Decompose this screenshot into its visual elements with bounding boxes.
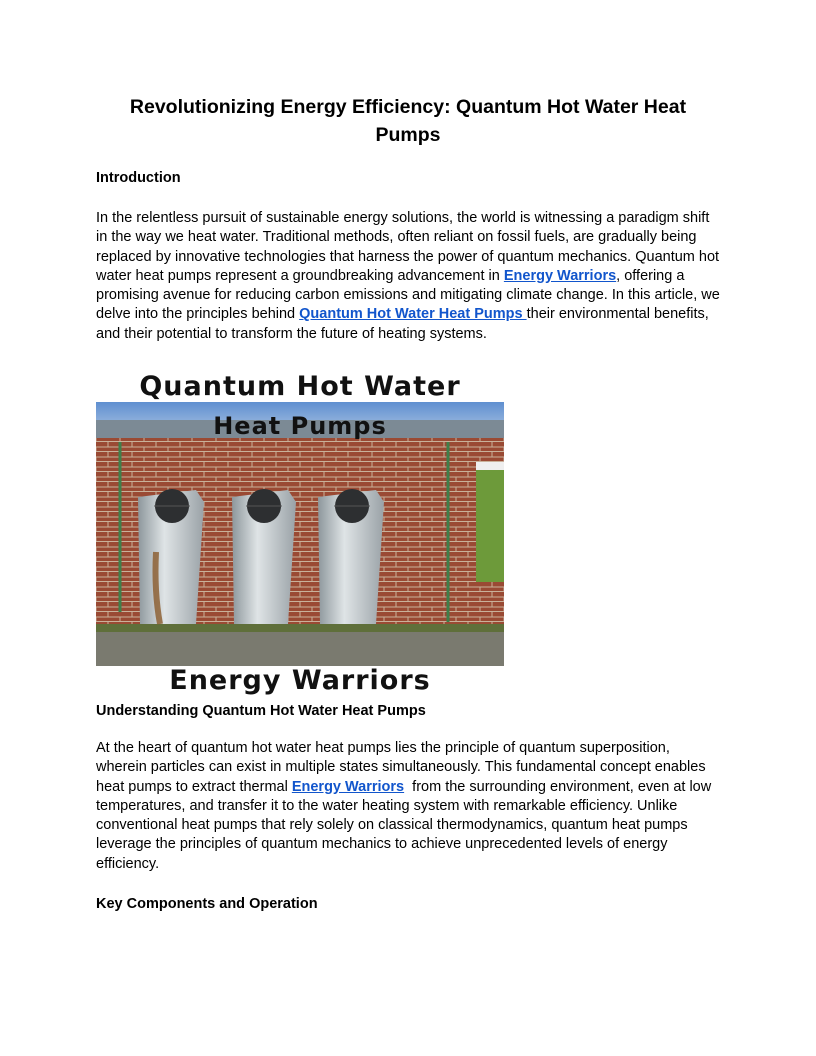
heat-pumps-image (96, 372, 504, 696)
understanding-text-2: from the surrounding environment, even at low temperatures, and transfer it to the water heating system with remarkable efficiency. Unlike conventional heat pumps that rely solely on classical thermodynamics, quantum heat pumps leverage the principles of quantum mechanics to achieve unprecedented levels of energy efficiency. (96, 778, 716, 872)
quantum-heat-pumps-link[interactable]: Quantum Hot Water Heat Pumps (299, 306, 527, 323)
heat-pumps-photo (96, 402, 504, 666)
intro-heading: Introduction (96, 170, 181, 186)
intro-text-2: , offering a promising avenue for reducing carbon emissions and mitigating climate change. In this article, we delve into the principles behind (96, 267, 720, 323)
image-caption-bottom: Energy Warriors (169, 665, 431, 696)
image-caption-top-2: Heat Pumps (213, 412, 387, 440)
heat-pump-unit-2 (232, 489, 296, 624)
image-caption-top-1: Quantum Hot Water (139, 372, 461, 402)
intro-paragraph (96, 209, 722, 344)
understanding-heading: Understanding Quantum Hot Water Heat Pumps (96, 703, 426, 719)
understanding-text-1: At the heart of quantum hot water heat pumps lies the principle of quantum superposition, wherein particles can exist in multiple states simultaneously. This fundamental concept enables heat pumps to extract thermal (96, 740, 706, 795)
heat-pump-unit-1 (138, 489, 204, 624)
energy-warriors-link-1[interactable]: Energy Warriors (503, 267, 617, 284)
heat-pump-unit-3 (318, 489, 384, 624)
energy-warriors-link-2[interactable]: Energy Warriors (291, 778, 405, 795)
page-title: Revolutionizing Energy Efficiency: Quantum Hot Water Heat Pumps (129, 96, 687, 146)
intro-text-3: their environmental benefits, and their potential to transform the future of heating systems. (96, 306, 709, 342)
components-heading: Key Components and Operation (96, 896, 318, 912)
intro-text-1: In the relentless pursuit of sustainable energy solutions, the world is witnessing a paradigm shift in the way we heat water. Traditional methods, often reliant on fossil fuels, are gradually being replaced by innovative technologies that harness the power of quantum mechanics. Quantum hot water heat pumps represent a groundbreaking advancement in (96, 210, 720, 284)
understanding-paragraph (96, 739, 722, 874)
